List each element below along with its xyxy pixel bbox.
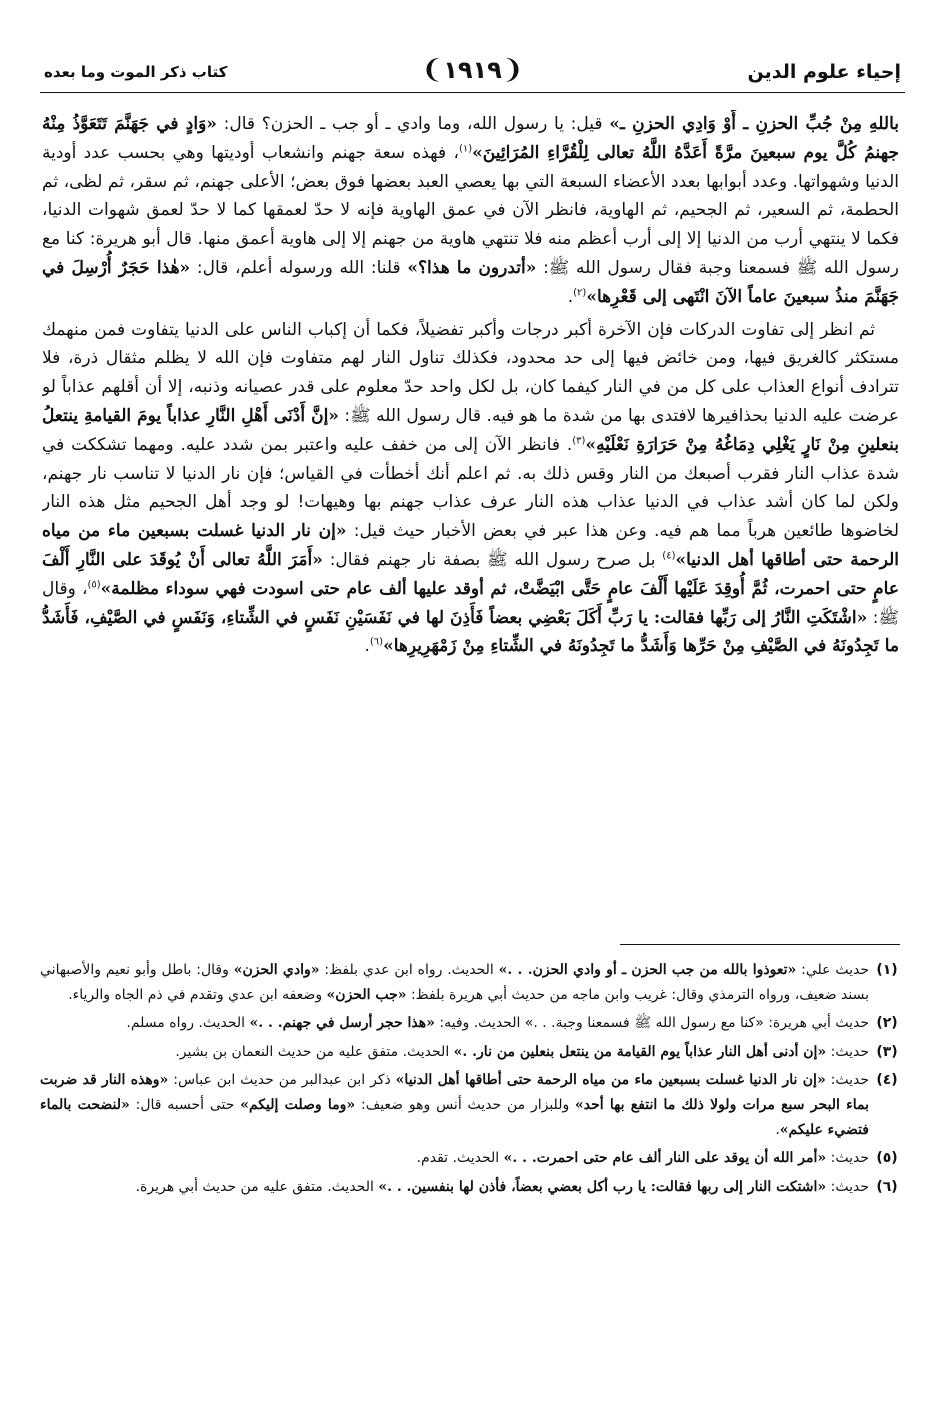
left-ornament-icon: ❨ [421, 55, 444, 85]
text-run: . [567, 286, 574, 307]
footnote-number: (٦) [876, 1178, 898, 1195]
text-run: قيل: يا رسول الله، وما وادي ـ أو جب ـ الحزن؟ قال: [216, 114, 610, 134]
hadith-quote: «إن نار الدنيا غسلت بسبعين ماء من مياه الرحمة حتى أطاقها أهل الدنيا» [42, 521, 899, 570]
hadith-quote: «لنضحت بالماء فتضيء عليكم» [40, 1096, 869, 1138]
footnote [40, 958, 905, 1007]
footnote-divider [620, 944, 900, 945]
hadith-quote: «إن أدنى أهل النار عذاباً يوم القيامة من ينتعل بنعلين من نار. .» [453, 1043, 827, 1060]
text-run: الحديث. متفق عليه من حديث النعمان بن بشير. [175, 1043, 454, 1060]
footnote-ref: (٤) [662, 550, 676, 562]
footnotes [40, 958, 905, 1358]
header-divider [40, 92, 905, 93]
paragraph-1 [42, 110, 899, 312]
footnote [40, 1175, 905, 1200]
text-run: ، فهذه سعة جهنم وانشعاب أوديتها وهي بحسب عدد أودية الدنيا وشهواتها. وعدد أبوابها بعدد الأعضاء السبعة التي بها يعصي العبد بعضها فوق بعض؛ الأعلى جهنم، ثم سقر، ثم لظى، ثم الحطمة، ثم السعير، ثم الجحيم، ثم الهاوية، فانظر الآن في عمق الهاوية فإنه لا حدّ لعمقها كما لا حدّ لعمق شهوات الدنيا، فكما لا ينتهي أرب من الدنيا إلا إلى أرب أعظم منه فلا تنتهي هاوية من جهنم إلا إلى هاوية أعمق منها. قال أبو هريرة: كنا مع رسول الله ﷺ فسمعنا وجبة فقال رسول الله ﷺ: [42, 142, 899, 278]
hadith-quote: «إن نار الدنيا غسلت بسبعين ماء من مياه الرحمة حتى أطاقها أهل الدنيا» [395, 1072, 826, 1089]
footnote-number: (١) [876, 962, 898, 978]
footnote-number: (٤) [876, 1072, 898, 1089]
hadith-quote: «وادي الحزن» [233, 962, 320, 978]
hadith-quote: «وَادٍ في جَهَنَّمَ تَتَعَوَّذُ مِنْهُ جهنمُ كُلَّ يوم سبعينَ مرَّةً أَعَدَّهُ اللَّهُ تعالى لِلْقُرَّاءِ المُرَائِينَ» [42, 114, 899, 163]
footnote-text [40, 1146, 869, 1171]
footnote-text [40, 1175, 869, 1200]
text-run: ثم انظر إلى تفاوت الدركات فإن الآخرة أكبر درجات وأكبر تفضيلاً، فكما أن إكباب الناس على الدنيا يتفاوت فمن منهمك مستكثر كالغريق فيها، ومن خائض فيها إلى حد محدود، فكذلك تناول النار لهم متفاوت فإن الله لا يظلم مثقال ذرة، فلا تترادف أنواع العذاب على كل من في النار كيفما كان، بل لكل واحد حدّ معلوم على قدر عصيانه وذنبه، إلا أن أقلهم عذاباً لو عرضت عليه الدنيا بحذافيرها لافتدى بها من شدة ما هو فيه. قال رسول الله ﷺ: [42, 319, 899, 426]
footnote-number: (٣) [876, 1043, 898, 1060]
hadith-quote: «اشتكت النار إلى ربها فقالت: يا رب أكل بعضي بعضاً، فأذن لها بنفسين. . .» [378, 1178, 827, 1195]
text-run: قلنا: الله ورسوله أعلم، قال: [190, 257, 408, 278]
hadith-quote: «هٰذا حَجَرٌ أُرْسِلَ في جَهَنَّمَ منذُ سبعينَ عاماً الآنَ انْتَهى إلى قَعْرِها» [42, 257, 899, 307]
footnote-text [40, 1011, 869, 1036]
text-run: حديث علي: [796, 962, 870, 978]
hadith-quote: «اشْتَكَتِ النَّارُ إلى رَبِّها فقالت: يا رَبِّ أَكَلَ بَعْضِي بعضاً فَأَذِنَ لها في نَفَسَيْنِ نَفَسٍ في الشِّتاءِ، وَنَفَسٍ في الصَّيْفِ، فَأَشَدُّ ما تَجِدُونَهُ في الصَّيْفِ مِنْ حَرِّها وَأَشَدُّ ما تَجِدُونَهُ في الشِّتاءِ مِنْ زَمْهَرِيرِها» [42, 607, 899, 657]
footnote [40, 1011, 905, 1036]
page-header [40, 55, 905, 95]
hadith-quote: «أَمَرَ اللَّهُ تعالى أَنْ يُوقَدَ على النَّارِ أَلْفَ عامٍ حتى احمرت، ثُمَّ أُوقِدَ عَلَيْها أَلْفَ عامٍ حَتَّى ابْيَضَّتْ، ثم أوقد عليها ألف عام حتى اسودت فهي سوداء مظلمة» [42, 549, 899, 599]
text-run: وللبزار من حديث أنس وهو ضعيف: [355, 1096, 576, 1113]
footnote-text [40, 1068, 869, 1142]
text-run: ذكر ابن عبدالبر من حديث ابن عباس: [168, 1072, 396, 1089]
text-run: حتى أحسبه قال: [129, 1096, 241, 1113]
text-run: الحديث. متفق عليه من حديث أبي هريرة. [135, 1178, 379, 1195]
text-run: حديث: [825, 1072, 869, 1089]
text-run: . [775, 1121, 780, 1138]
footnote [40, 1040, 905, 1065]
footnote-ref: (١) [458, 143, 473, 155]
hadith-quote: باللهِ مِنْ جُبِّ الحزنِ ـ أَوْ وَادِي الحزنِ ـ» [609, 114, 899, 134]
text-run: بل صرح رسول الله ﷺ بصفة نار جهنم فقال: [322, 549, 663, 570]
text-run: حديث أبي هريرة: «كنا مع رسول الله ﷺ فسمعنا وجبة. . .» الحديث. وفيه: [434, 1015, 869, 1032]
page-number-block [421, 55, 523, 85]
hadith-quote: «أتدرون ما هذا؟» [407, 257, 537, 278]
right-ornament-icon: ❩ [501, 55, 524, 85]
book-title: إحياء علوم الدين [747, 61, 901, 83]
hadith-quote: «تعوذوا بالله من جب الحزن ـ أو وادي الحزن. . .» [498, 962, 797, 978]
text-run: . [364, 636, 370, 657]
footnote [40, 1146, 905, 1171]
hadith-quote: «جب الحزن» [326, 986, 407, 1003]
main-text [42, 110, 899, 930]
text-run: ، وقال ﷺ: [42, 578, 899, 628]
footnote-ref: (٦) [369, 636, 384, 648]
footnote [40, 1068, 905, 1142]
footnote-text [40, 1040, 869, 1065]
hadith-quote: «وهذه النار قد ضربت بماء البحر سبع مرات ولولا ذلك ما انتفع بها أحد» [40, 1072, 869, 1113]
hadith-quote: «أمر الله أن يوقد على النار ألف عام حتى احمرت. . .» [503, 1150, 827, 1167]
hadith-quote: «هذا حجر أرسل في جهنم. . .» [249, 1015, 435, 1032]
text-run: وقال: باطل وأبو نعيم والأصبهاني بسند ضعيف، ورواه الترمذي وقال: غريب وابن ماجه من حديث أبي هريرة بلفظ: [40, 962, 869, 1003]
hadith-quote: «وما وصلت إليكم» [240, 1096, 356, 1113]
footnote-text [40, 958, 869, 1007]
text-run: . فانظر الآن إلى من خفف عليه واعتبر بمن شدد عليه. ومهما تشككت في شدة عذاب النار فقرب أصبعك من النار وقس ذلك به. ثم اعلم أنك أخطأت في القياس؛ فإن نار الدنيا لا تناسب نار جهنم، ولكن لما كان أشد عذاب في الدنيا عذاب هذه النار عرف عذاب جهنم بها وهيهات! لو وجد أهل الجحيم مثل هذه النار لخاضوها طائعين هرباً مما هم فيه. وعن هذا عبر في بعض الأخبار حيث قيل: [42, 434, 899, 542]
footnote-ref: (٢) [573, 287, 587, 299]
text-run: الحديث. تقدم. [416, 1150, 504, 1167]
footnote-number: (٢) [876, 1015, 898, 1032]
paragraph-2 [42, 316, 899, 662]
footnote-ref: (٣) [572, 435, 586, 447]
text-run: حديث: [826, 1178, 869, 1195]
hadith-quote: «إنَّ أَدْنَى أَهْلِ النَّارِ عذاباً يومَ القيامةِ ينتعلُ بنعلينِ مِنْ نَارٍ يَغْلِي دِمَاغُهُ مِنْ حَرَارَةِ نَعْلَيْهِ» [42, 405, 899, 455]
footnote-number: (٥) [876, 1150, 898, 1167]
text-run: حديث: [826, 1043, 869, 1060]
text-run: الحديث. رواه ابن عدي بلفظ: [319, 962, 499, 978]
text-run: وضعفه ابن عدي وتقدم في ذم الجاه والرياء. [68, 986, 327, 1003]
page-number: ١٩١٩ [443, 56, 502, 84]
text-run: الحديث. رواه مسلم. [126, 1015, 250, 1032]
chapter-title: كتاب ذكر الموت وما بعده [44, 63, 228, 81]
footnote-ref: (٥) [87, 579, 101, 591]
text-run: حديث: [826, 1150, 869, 1167]
